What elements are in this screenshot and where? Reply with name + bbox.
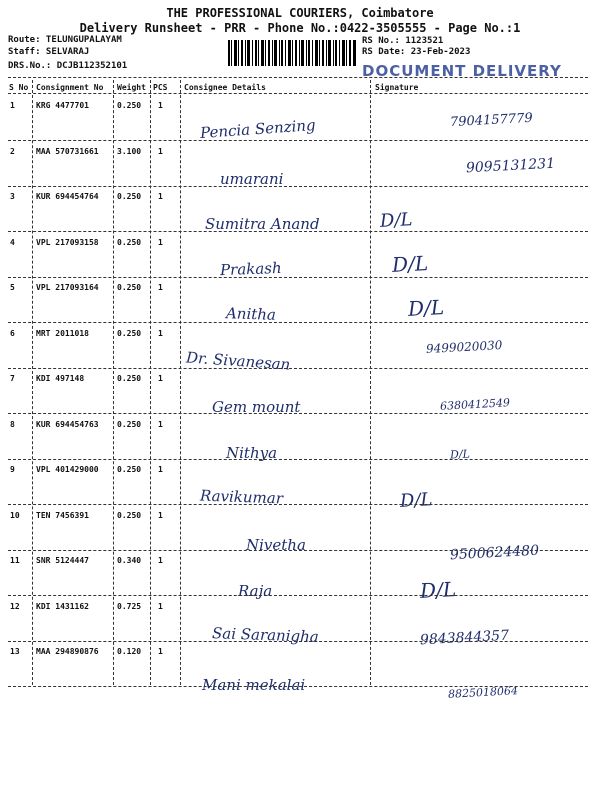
row-signature: D/L <box>407 295 445 321</box>
row-signature: 8825018064 <box>447 684 519 701</box>
row-signature: D/L <box>391 251 429 277</box>
row-divider <box>8 231 588 232</box>
row-consignment-no: VPL 401429000 <box>36 465 99 474</box>
row-signature: 7904157779 <box>449 110 534 131</box>
row-weight: 0.725 <box>117 601 142 611</box>
row-divider <box>8 140 588 141</box>
col-pcs: PCS <box>153 83 168 92</box>
col-sno: S No <box>9 83 29 92</box>
row-divider <box>8 686 588 687</box>
row-weight: 0.250 <box>117 374 142 383</box>
row-pcs: 1 <box>158 647 163 656</box>
row-pcs: 1 <box>158 283 163 292</box>
row-pcs: 1 <box>158 601 163 611</box>
row-divider <box>8 595 588 596</box>
col-weight: Weight <box>117 83 146 92</box>
row-consignee-handwritten: Sai Saranigha <box>211 624 320 646</box>
row-weight: 0.250 <box>117 328 142 338</box>
row-consignment-no: MAA 294890876 <box>36 647 99 656</box>
row-consignment-no: SNR 5124447 <box>36 556 89 565</box>
runsheet-subtitle: Delivery Runsheet - PRR - Phone No.:0422-3505555 - Page No.:1 <box>79 21 521 35</box>
row-divider <box>8 550 588 551</box>
row-pcs: 1 <box>158 237 163 247</box>
row-pcs: 1 <box>158 419 163 429</box>
row-divider <box>8 322 588 323</box>
row-weight: 0.250 <box>117 283 142 292</box>
staff-label: Staff: SELVARAJ <box>8 47 90 57</box>
row-signature: 9500624480 <box>449 542 540 564</box>
row-sno: 3 <box>10 192 15 201</box>
route-label: Route: TELUNGUPALAYAM <box>8 35 122 45</box>
row-sno: 1 <box>10 101 15 110</box>
row-signature: 9843844357 <box>419 627 510 649</box>
row-weight: 0.340 <box>117 556 142 565</box>
barcode <box>228 40 356 66</box>
row-sno: 2 <box>10 146 15 156</box>
row-consignment-no: VPL 217093158 <box>36 237 99 247</box>
row-sno: 5 <box>10 283 15 292</box>
row-sno: 7 <box>10 374 15 383</box>
row-consignee-handwritten: Prakash <box>219 258 282 280</box>
row-signature: D/L <box>419 577 457 603</box>
row-weight: 0.250 <box>117 237 142 247</box>
row-divider <box>8 277 588 278</box>
row-consignee-handwritten: Nivetha <box>246 536 306 554</box>
row-consignment-no: KUR 694454763 <box>36 419 99 429</box>
document-delivery-stamp: DOCUMENT DELIVERY <box>362 62 562 80</box>
row-signature: D/L <box>449 447 471 462</box>
row-weight: 0.250 <box>117 465 142 474</box>
row-consignment-no: KDI 1431162 <box>36 601 89 611</box>
row-consignee-handwritten: Sumitra Anand <box>205 215 320 233</box>
row-divider <box>8 504 588 505</box>
header-rule-bottom <box>8 93 588 94</box>
row-pcs: 1 <box>158 374 163 383</box>
row-pcs: 1 <box>158 101 163 110</box>
row-weight: 0.250 <box>117 510 142 520</box>
row-pcs: 1 <box>158 328 163 338</box>
drs-number: DRS.No.: DCJB112352101 <box>8 61 128 71</box>
header-rule-top <box>8 77 588 78</box>
rs-number: RS No.: 1123521 <box>362 36 444 46</box>
row-divider <box>8 186 588 187</box>
col-consignment: Consignment No <box>36 83 104 92</box>
row-sno: 10 <box>10 510 20 520</box>
row-consignment-no: TEN 7456391 <box>36 510 89 520</box>
row-consignment-no: KUR 694454764 <box>36 192 99 201</box>
row-weight: 3.100 <box>117 146 142 156</box>
company-title: THE PROFESSIONAL COURIERS, Coimbatore <box>166 6 434 20</box>
col-consignee: Consignee Details <box>184 83 266 92</box>
row-divider <box>8 459 588 460</box>
row-pcs: 1 <box>158 510 163 520</box>
row-consignee-handwritten: umarani <box>220 170 284 188</box>
row-weight: 0.120 <box>117 647 142 656</box>
row-divider <box>8 641 588 642</box>
row-sno: 6 <box>10 328 15 338</box>
row-signature: 6380412549 <box>439 396 511 413</box>
row-consignment-no: KRG 4477701 <box>36 101 89 110</box>
row-signature: 9095131231 <box>465 155 556 177</box>
row-consignee-handwritten: Nithya <box>226 444 278 462</box>
row-sno: 4 <box>10 237 15 247</box>
row-consignee-handwritten: Mani mekalai <box>202 676 306 694</box>
row-signature: D/L <box>399 489 433 512</box>
row-sno: 9 <box>10 465 15 474</box>
row-pcs: 1 <box>158 146 163 156</box>
row-consignee-handwritten: Ravikumar <box>199 486 284 508</box>
row-sno: 11 <box>10 556 20 565</box>
col-signature: Signature <box>375 83 419 92</box>
row-consignment-no: MRT 2011018 <box>36 328 89 338</box>
row-signature: D/L <box>379 209 413 232</box>
row-sno: 13 <box>10 647 20 656</box>
row-consignment-no: KDI 497148 <box>36 374 85 383</box>
row-pcs: 1 <box>158 556 163 565</box>
row-consignment-no: VPL 217093164 <box>36 283 99 292</box>
row-consignee-handwritten: Pencia Senzing <box>199 115 317 143</box>
rs-date: RS Date: 23-Feb-2023 <box>362 47 471 57</box>
row-divider <box>8 368 588 369</box>
row-divider <box>8 413 588 414</box>
row-weight: 0.250 <box>117 101 142 110</box>
row-sno: 12 <box>10 601 20 611</box>
row-consignee-handwritten: Gem mount <box>212 398 301 416</box>
row-signature: 9499020030 <box>425 338 503 356</box>
row-consignee-handwritten: Raja <box>238 582 273 600</box>
row-weight: 0.250 <box>117 192 142 201</box>
row-consignee-handwritten: Anitha <box>225 304 277 324</box>
row-pcs: 1 <box>158 465 163 474</box>
row-consignment-no: MAA 570731661 <box>36 146 99 156</box>
row-pcs: 1 <box>158 192 163 201</box>
row-sno: 8 <box>10 419 15 429</box>
row-consignee-handwritten: Dr. Sivanesan <box>185 348 291 374</box>
row-weight: 0.250 <box>117 419 142 429</box>
